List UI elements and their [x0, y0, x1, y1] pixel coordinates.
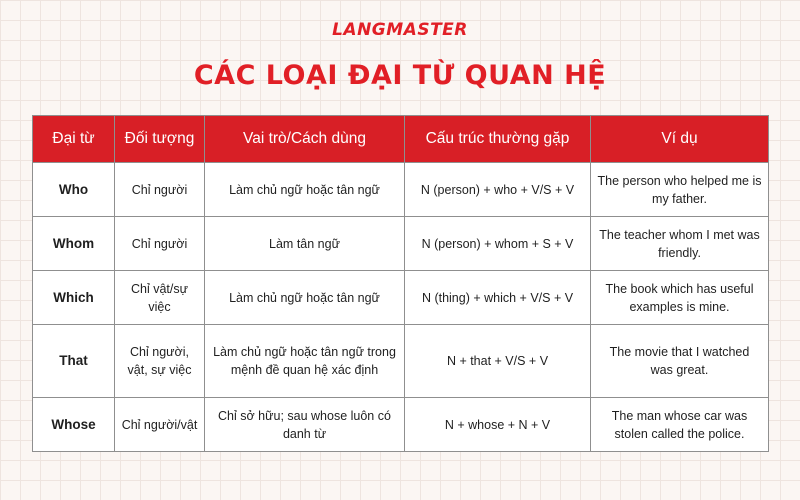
header-example: Ví dụ — [591, 116, 769, 163]
role-cell: Chỉ sở hữu; sau whose luôn có danh từ — [205, 398, 405, 452]
table-header-row — [33, 116, 769, 163]
pronoun-cell: That — [33, 325, 115, 398]
header-pronoun: Đại từ — [33, 116, 115, 163]
pronoun-cell: Whose — [33, 398, 115, 452]
object-cell: Chỉ vật/sự việc — [115, 271, 205, 325]
page-title: CÁC LOẠI ĐẠI TỪ QUAN HỆ — [193, 60, 607, 91]
header-role: Vai trò/Cách dùng — [205, 116, 405, 163]
pronoun-cell: Who — [33, 163, 115, 217]
header-structure: Cấu trúc thường gặp — [405, 116, 591, 163]
table-row — [33, 271, 769, 325]
table-row — [33, 398, 769, 452]
object-cell: Chỉ người/vật — [115, 398, 205, 452]
structure-cell: N + that + V/S + V — [405, 325, 591, 398]
brand-logo: LANGMASTER — [332, 20, 468, 40]
object-cell: Chỉ người — [115, 217, 205, 271]
object-cell: Chỉ người, vật, sự việc — [115, 325, 205, 398]
header-object: Đối tượng — [115, 116, 205, 163]
table-row — [33, 163, 769, 217]
structure-cell: N (person) + whom + S + V — [405, 217, 591, 271]
role-cell: Làm chủ ngữ hoặc tân ngữ — [205, 271, 405, 325]
role-cell: Làm chủ ngữ hoặc tân ngữ trong mệnh đề quan hệ xác định — [205, 325, 405, 398]
pronoun-cell: Whom — [33, 217, 115, 271]
role-cell: Làm tân ngữ — [205, 217, 405, 271]
example-cell: The person who helped me is my father. — [591, 163, 769, 217]
object-cell: Chỉ người — [115, 163, 205, 217]
example-cell: The teacher whom I met was friendly. — [591, 217, 769, 271]
table-row — [33, 325, 769, 398]
structure-cell: N (person) + who + V/S + V — [405, 163, 591, 217]
role-cell: Làm chủ ngữ hoặc tân ngữ — [205, 163, 405, 217]
structure-cell: N + whose + N + V — [405, 398, 591, 452]
example-cell: The movie that I watched was great. — [591, 325, 769, 398]
pronoun-cell: Which — [33, 271, 115, 325]
example-cell: The book which has useful examples is mine. — [591, 271, 769, 325]
structure-cell: N (thing) + which + V/S + V — [405, 271, 591, 325]
example-cell: The man whose car was stolen called the police. — [591, 398, 769, 452]
relative-pronouns-table — [32, 115, 769, 452]
table-row — [33, 217, 769, 271]
